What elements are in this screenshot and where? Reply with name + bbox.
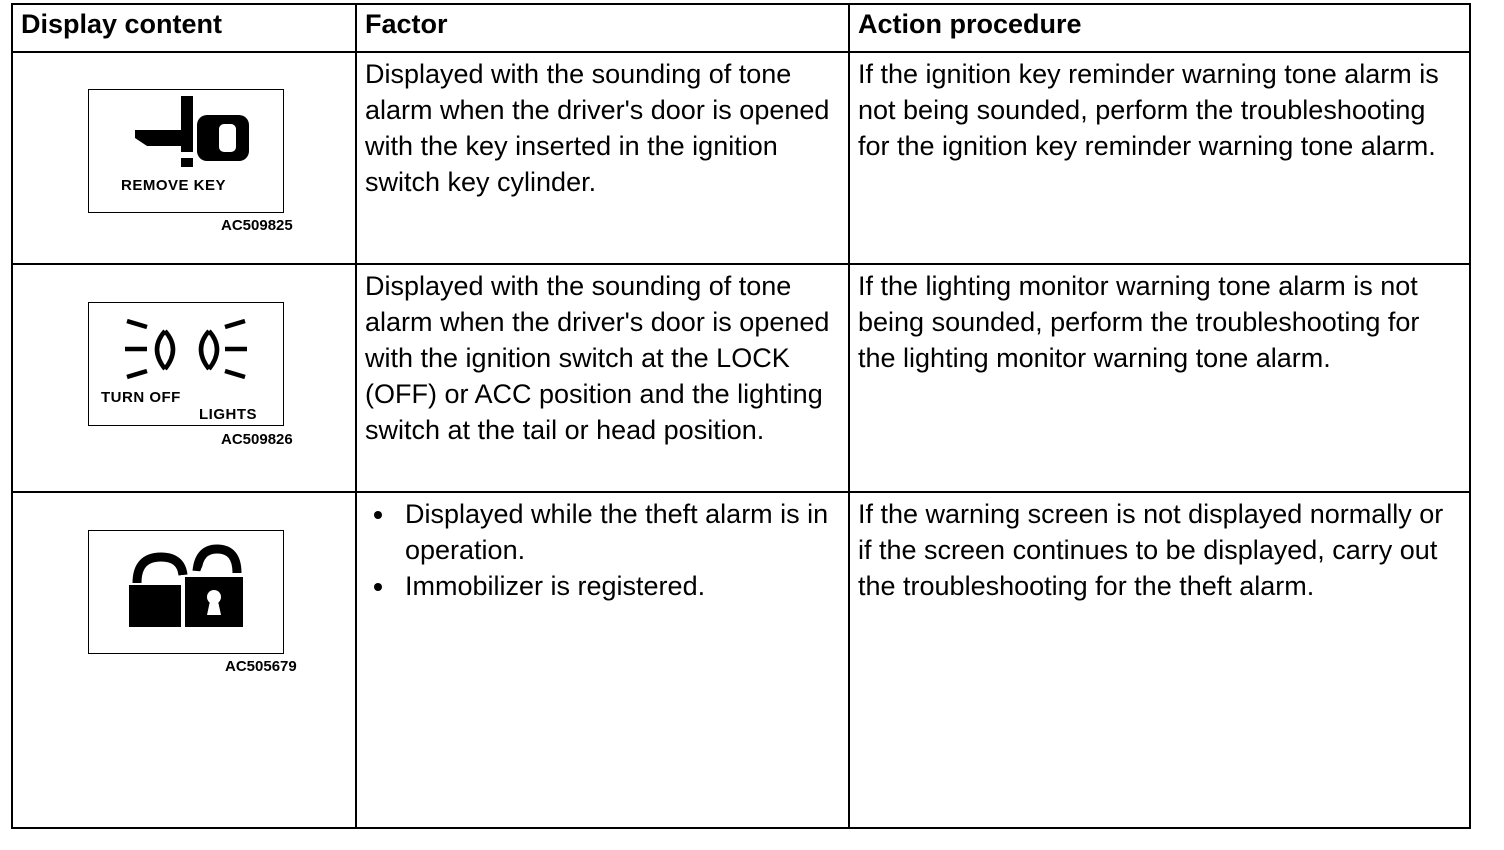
figure-code: AC505679 bbox=[225, 658, 297, 675]
table-row bbox=[12, 492, 1470, 828]
remove-key-icon-box bbox=[88, 89, 284, 213]
theft-alarm-icon-box bbox=[88, 530, 284, 654]
factor-cell bbox=[356, 492, 849, 828]
lights-caption: LIGHTS bbox=[199, 406, 257, 423]
factor-cell: Displayed with the sounding of tone alarm when the driver's door is opened with the ignition switch at the LOCK (OFF) or ACC position and the lighting switch at the tail or head position. bbox=[356, 264, 849, 492]
display-cell-remove-key bbox=[12, 52, 356, 264]
header-row bbox=[12, 4, 1470, 52]
remove-key-caption: REMOVE KEY bbox=[121, 177, 227, 194]
factor-cell: Displayed with the sounding of tone alarm when the driver's door is opened with the key inserted in the ignition switch key cylinder. bbox=[356, 52, 849, 264]
list-item: • Immobilizer is registered. bbox=[397, 568, 840, 604]
header-display-content: Display content bbox=[12, 4, 356, 52]
header-factor: Factor bbox=[356, 4, 849, 52]
figure-code: AC509826 bbox=[221, 431, 293, 448]
factor-bullet-list bbox=[365, 496, 840, 604]
figure-code: AC509825 bbox=[221, 217, 293, 234]
warning-display-table bbox=[11, 3, 1471, 829]
table-row bbox=[12, 52, 1470, 264]
padlock-icon bbox=[89, 531, 283, 653]
display-cell-turn-off-lights bbox=[12, 264, 356, 492]
action-cell: If the warning screen is not displayed normally or if the screen continues to be displayed, carry out the troubleshooting for the theft alarm. bbox=[849, 492, 1470, 828]
turn-off-lights-icon-box bbox=[88, 302, 284, 426]
table-row bbox=[12, 264, 1470, 492]
action-cell: If the ignition key reminder warning tone alarm is not being sounded, perform the troubleshooting for the ignition key reminder warning tone alarm. bbox=[849, 52, 1470, 264]
header-action-procedure: Action procedure bbox=[849, 4, 1470, 52]
display-cell-theft-alarm bbox=[12, 492, 356, 828]
list-item: • Displayed while the theft alarm is in operation. bbox=[397, 496, 840, 568]
action-cell: If the lighting monitor warning tone alarm is not being sounded, perform the troubleshooting for the lighting monitor warning tone alarm. bbox=[849, 264, 1470, 492]
turn-off-caption: TURN OFF bbox=[101, 389, 181, 406]
